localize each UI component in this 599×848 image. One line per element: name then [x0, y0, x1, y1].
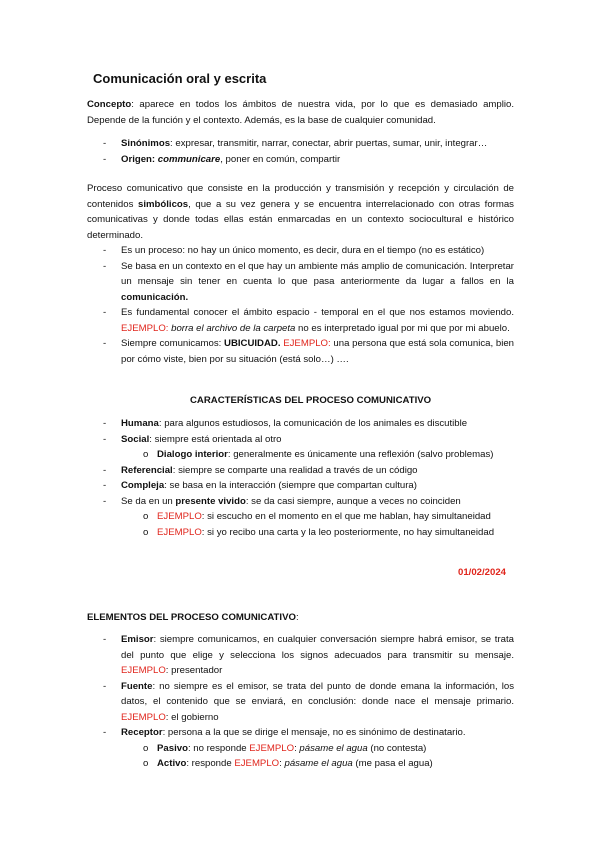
list-item: - Compleja: se basa en la interacción (siempre que compartan cultura) — [103, 480, 417, 491]
caracteristicas-list — [87, 416, 514, 540]
list-item: - Humana: para algunos estudiosos, la comunicación de los animales es discutible — [103, 418, 468, 429]
sub-list-item: o EJEMPLO: si yo recibo una carta y la leo posteriormente, no hay simultaneidad — [143, 526, 495, 538]
sinonimos-text: : expresar, transmitir, narrar, conectar, abrir puertas, sumar, unir, integrar… — [170, 138, 488, 149]
list-item: - Receptor: persona a la que se dirige el mensaje, no es sinónimo de destinatario. — [103, 727, 466, 738]
list-item: - Es fundamental conocer el ámbito espacio - temporal en el que nos estamos moviendo. EJEMPLO: borra el archivo de la carpeta no es interpretado igual por mi que por mi abuelo. — [103, 307, 514, 334]
elementos-list — [87, 632, 514, 772]
concepto-paragraph — [87, 97, 514, 128]
sub-list-item: o Activo: responde EJEMPLO: pásame el agua (me pasa el agua) — [143, 758, 433, 769]
caracteristicas-heading: CARACTERÍSTICAS DEL PROCESO COMUNICATIVO — [190, 395, 432, 406]
list-item: - Emisor: siempre comunicamos, en cualquier conversación siempre habrá emisor, se trata del punto que elige y selecciona los signos adecuados para transmitir su mensaje. EJEMPLO: presentador — [103, 634, 514, 676]
list-item: - Sinónimos: expresar, transmitir, narrar, conectar, abrir puertas, sumar, unir, integrar… — [103, 138, 488, 149]
origen-text: , poner en común, compartir — [220, 153, 341, 165]
elementos-heading: ELEMENTOS DEL PROCESO COMUNICATIVO: — [87, 612, 299, 623]
proceso-paragraph: Proceso comunicativo que consiste en la producción y transmisión y recepción y circulación de contenidos simbólicos, que a su vez genera y se encuentra interrelacionado con otras formas comunicativas y donde todas ellas están enmarcadas en un contexto sociocultural e histórico determinado. — [87, 183, 514, 241]
sinonimos-label: Sinónimos — [121, 138, 171, 149]
list-item: - Referencial: siempre se comparte una realidad a través de un código — [103, 464, 418, 476]
sub-list-item: o Dialogo interior: generalmente es únicamente una reflexión (salvo problemas) — [143, 449, 494, 460]
concepto-label: Concepto — [87, 99, 132, 110]
sub-list-item: o EJEMPLO: si escucho en el momento en el que me hablan, hay simultaneidad — [143, 511, 491, 522]
origen-term: communicare — [157, 153, 221, 165]
concepto-list — [87, 136, 514, 167]
page-title: Comunicación oral y escrita — [93, 71, 267, 86]
date-label: 01/02/2024 — [458, 567, 507, 578]
list-item: - Origen: communicare, poner en común, compartir — [103, 153, 341, 165]
list-item: - Se da en un presente vivido: se da casi siempre, aunque a veces no coinciden — [103, 495, 461, 507]
list-item: - Se basa en un contexto en el que hay un ambiente más amplio de comunicación. Interpretar un mensaje sin tener en cuenta lo que pasa anteriormente da lugar a fallos en la comunicación. — [103, 260, 514, 303]
list-item: - Siempre comunicamos: UBICUIDAD. EJEMPLO: una persona que está sola comunica, bien por cómo viste, bien por su situación (está solo…) …. — [103, 338, 514, 365]
proceso-list — [87, 243, 514, 367]
concepto-text: : aparece en todos los ámbitos de nuestra vida, por lo que es demasiado amplio. Depende de la función y el contexto. Además, es la base de cualquier comunidad. — [87, 99, 514, 126]
list-item: - Es un proceso: no hay un único momento, es decir, dura en el tiempo (no es estático) — [103, 245, 485, 256]
list-item: - Social: siempre está orientada al otro — [103, 433, 282, 445]
list-item: - Fuente: no siempre es el emisor, se trata del punto de donde emana la información, los datos, el contenido que se enviará, en conclusión: donde nace el mensaje primario. EJEMPLO: el gobierno — [103, 680, 514, 723]
sub-list-item: o Pasivo: no responde EJEMPLO: pásame el agua (no contesta) — [143, 742, 427, 754]
origen-label: Origen — [121, 153, 152, 165]
